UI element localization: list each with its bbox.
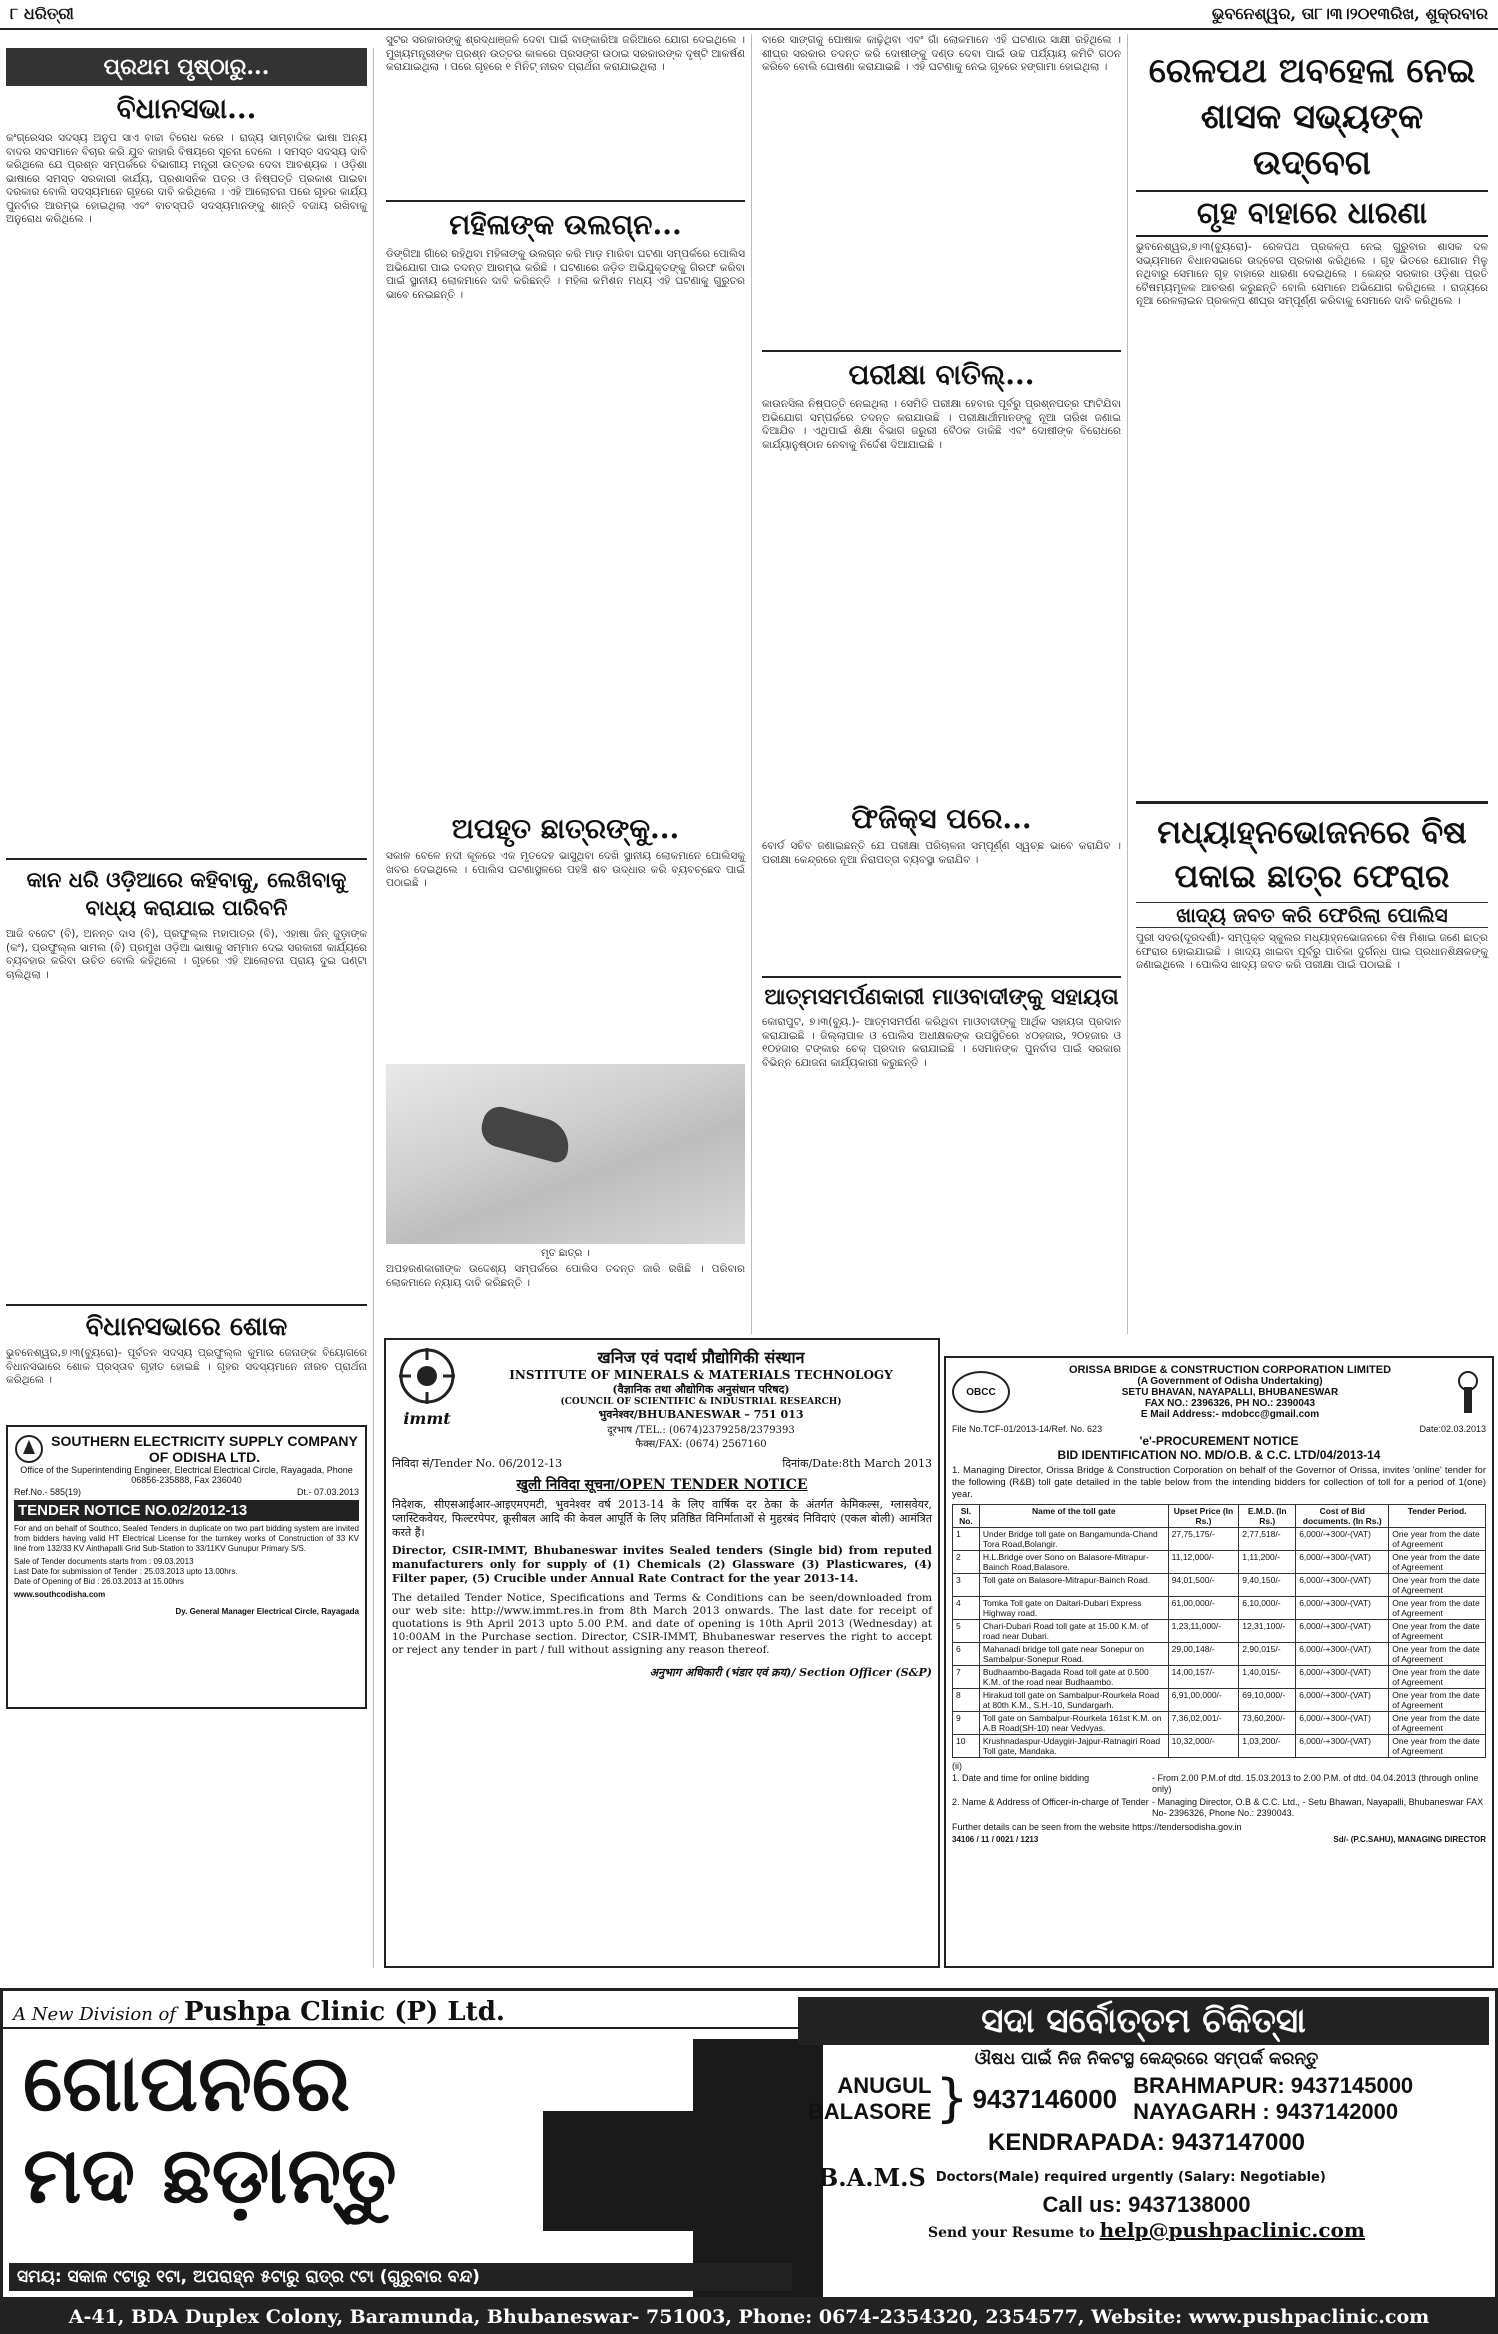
immt-title-en: INSTITUTE OF MINERALS & MATERIALS TECHNOLOGY [509,1368,893,1382]
immt-tender-date: दिनांक/Date:8th March 2013 [782,1457,932,1470]
table-cell: 6,91,00,000/- [1168,1689,1239,1712]
article-body: କାଉନସିଲ ନିଷ୍ପତ୍ତି ନେଇଥିଲା । ସେମିତି ପରୀକ୍ଷା ହେବାର ପୂର୍ବରୁ ପ୍ରଶ୍ନପତ୍ର ଫାଟିଯିବା ଅଭିଯୋଗ ସମ୍ପର୍କରେ ତଦନ୍ତ କରାଯାଉଛି । ପରୀକ୍ଷାର୍ଥୀମାନଙ୍କୁ ନୂଆ ତାରିଖ ଜଣାଇ ଦିଆଯିବ । ଏଥିପାଇଁ ଶିକ୍ଷା ବିଭାଗ ଜରୁରୀ ବୈଠକ ଡାକିଛି ଏବଂ ଦୋଷୀଙ୍କ ବିରୋଧରେ କାର୍ଯ୍ୟାନୁଷ୍ଠାନ ନେବାକୁ ନିର୍ଦ୍ଦେଶ ଦିଆଯାଇଛି । [762,398,1121,451]
bams-label: B.A.M.S [818,2163,926,2192]
clinic-tagline: ସଦା ସର୍ବୋତ୍ତମ ଚିକିତ୍ସା [798,1997,1489,2045]
dateline: ଭୁବନେଶ୍ୱର, ତା୮।୩।୨୦୧୩ରିଖ, ଶୁକ୍ରବାର [1211,4,1488,23]
obcc-item2-value: - Managing Director, O.B & C.C. Ltd., - Setu Bhawan, Nayapalli, Bhubaneswar FAX No- 2396326, Phone No.: 2390043. [1152,1797,1484,1818]
table-cell: 9,40,150/- [1239,1574,1296,1597]
headline-woman-assault: ମହିଳାଙ୍କ ଉଲଗ୍ନ... [449,208,682,241]
masthead [0,0,1498,30]
table-cell: One year from the date of Agreement [1389,1735,1486,1758]
table-cell: 6,000/-+300/-(VAT) [1296,1551,1389,1574]
division-prefix: A New Division of [13,2004,177,2025]
table-cell: One year from the date of Agreement [1389,1712,1486,1735]
table-cell: 9 [953,1712,980,1735]
news-photo [386,1064,745,1244]
table-cell: One year from the date of Agreement [1389,1528,1486,1551]
table-cell: 12,31,100/- [1239,1620,1296,1643]
table-cell: 69,10,000/- [1239,1689,1296,1712]
clinic-address: A-41, BDA Duplex Colony, Baramunda, Bhubaneswar- 751003, Phone: 0674-2354320, 2354577, Website: www.pushpaclinic.com [68,2306,1430,2328]
last-sale-label: Last Date for submission of Tender [14,1567,138,1576]
table-row [953,1528,1486,1551]
clinic-right: ସଦା ସର୍ବୋତ୍ତମ ଚିକିତ୍ସା ଔଷଧ ପାଇଁ ନିଜ ନିକଟସ୍ଥ କେନ୍ଦ୍ରରେ ସମ୍ପର୍କ କରନ୍ତୁ ANUGUL BALASORE } 9437146000 BRAHMAPUR: 9437145000 NAYAGARH : 9437142000 KENDRAPADA: 9437147000 B.A.M.S Doctors(Male) required urgently (Salary: Negotiable) Call us: 9437138000 Send your Resume to help@pushpaclinic.com [798,1991,1495,2297]
table-cell: 1,23,11,000/- [1168,1620,1239,1643]
table-cell: 73,60,200/- [1239,1712,1296,1735]
article-body: ବାରେ ସାଙ୍ଗକୁ ପୋଷାକ କାଢ଼ିଥିବା ଏବଂ ଗାଁ ଲୋକମାନେ ଏହି ଘଟଣାର ସାକ୍ଷୀ ରହିଥିଲେ । ଶୀଘ୍ର ସରକାର ତଦନ୍ତ କରି ଦୋଷୀଙ୍କୁ ଦଣ୍ଡ ଦେବା ପାଇଁ ଉଚ୍ଚ ପର୍ଯ୍ୟାୟ କମିଟି ଗଠନ କରିବେ ବୋଲି ଘୋଷଣା କରାଯାଇଛି । ଏହି ଘଟଣାକୁ ନେଇ ଗୃହରେ ହଙ୍ଗାମା ହୋଇଥିଲା । [762,34,1121,73]
article-body: ଅପହରଣକାରୀଙ୍କ ଉଦ୍ଦେଶ୍ୟ ସମ୍ପର୍କରେ ପୋଲିସ ତଦନ୍ତ ଜାରି ରଖିଛି । ପରିବାର ଲୋକମାନେ ନ୍ୟାୟ ଦାବି କରିଛନ୍ତି । [386,1263,745,1289]
city-anugul: ANUGUL [837,2073,932,2098]
southco-logo-icon [14,1434,44,1464]
table-header-cell: Tender Period. [1389,1505,1486,1528]
table-cell: One year from the date of Agreement [1389,1620,1486,1643]
table-cell: One year from the date of Agreement [1389,1551,1486,1574]
table-row [953,1689,1486,1712]
headline-exam-cancelled: ପରୀକ୍ଷା ବାତିଲ୍... [848,358,1035,391]
table-row [953,1574,1486,1597]
table-cell: One year from the date of Agreement [1389,1689,1486,1712]
southco-tender-ad: SOUTHERN ELECTRICITY SUPPLY COMPANY OF ODISHA LTD. Office of the Superintending Engineer, Electrical Electrical Circle, Rayagada, Phone 06856-235888, Fax 236040 Ref.No.- 585(19) Dt.- 07.03.2013 TENDER NOTICE NO.02/2012-13 For and on behalf of Southco, Sealed Tenders in duplicate on two part bidding system are invited from bidders having valid HT Electrical License for the turnkey works of Construction of 33 KV line from 132/33 KV Ainthapalli Grid Sub-Station to 33/11KV Gunupur Primary S/S. Sale of Tender documents starts from : 09.03.2013 Last Date for submission of Tender : 25.03.2013 upto 13.00hrs. Date of Opening of Bid : 26.03.2013 at 15.00hrs www.southcodisha.com Dy. General Manager Electrical Circle, Rayagada [6,1425,367,1709]
ad-sign: Dy. General Manager Electrical Circle, Rayagada [175,1607,359,1616]
page-number: ୮ ଧରିତ୍ରୀ [10,4,74,23]
table-cell: 2,90,015/- [1239,1643,1296,1666]
obcc-intro: 1. Managing Director, Orissa Bridge & Construction Corporation on behalf of the Governor of Orissa, invites 'online' tender for the following (R&B) toll gate detailed in the table below from the intending bidders for collection of toll for a period of 1(one) year. [952,1465,1486,1500]
phone-nayagarh[interactable]: NAYAGARH : 9437142000 [1133,2099,1399,2124]
immt-tender-no: निविदा सं/Tender No. 06/2012-13 [392,1457,563,1470]
headline-odia-language: କାନ ଧରି ଓଡ଼ିଆରେ କହିବାକୁ, ଲେଖିବାକୁ ବାଧ୍ୟ କରାଯାଇ ପାରିବନି [26,867,347,920]
obcc-further[interactable]: Further details can be seen from the website https://tendersodisha.gov.in [952,1822,1242,1832]
headline-poison-midday-meal: ମଧ୍ୟାହ୍ନଭୋଜନରେ ବିଷ ପକାଇ ଛାତ୍ର ଫେରାର [1136,801,1488,898]
table-row [953,1597,1486,1620]
table-cell: 1,40,015/- [1239,1666,1296,1689]
table-row [953,1643,1486,1666]
table-row [953,1666,1486,1689]
article-body: ସକାଳ ବେଳେ ନଦୀ କୂଳରେ ଏକ ମୃତଦେହ ଭାସୁଥିବା ଦେଖି ସ୍ଥାନୀୟ ଲୋକମାନେ ପୋଲିସକୁ ଖବର ଦେଇଥିଲେ । ପୋଲିସ ଘଟଣାସ୍ଥଳରେ ପହଞ୍ଚି ଶବ ଉଦ୍ଧାର କରି ବ୍ୟବଚ୍ଛେଦ ପାଇଁ ପଠାଇଛି । [386,850,745,889]
table-cell: 2,77,518/- [1239,1528,1296,1551]
obcc-sub: (A Government of Odisha Undertaking) [1137,1376,1323,1387]
clinic-headline-2: ମଦ ଛଡ଼ାନ୍ତୁ [23,2130,397,2221]
immt-text-en2: The detailed Tender Notice, Specifications and Terms & Conditions can be seen/downloaded from our web site: http://www.immt.res.in from 8th March 2013 onwards. The last date for receipt of quotations is 9th April 2013 upto 5.00 P.M. and date of opening is 10th April 2013 (Wednesday) at 10:00AM in the Purchase section. Director, CSIR-IMMT, Bhubaneswar reserves the right to accept or reject any tender in part / full without assigning any reason thereof. [392,1592,932,1656]
article-body: ସୁଟର ସରକାରଙ୍କୁ ଶ୍ରଦ୍ଧାଞ୍ଜଳି ଦେବା ପାଇଁ ବାଙ୍କାରିଆ ଜରିଆରେ ଯୋଗ ଦେଇଥିଲେ । ମୁଖ୍ୟମନ୍ତ୍ରୀଙ୍କ ପ୍ରଶ୍ନ ଉତ୍ତର କାଳରେ ପ୍ରସଙ୍ଗ ଉଠାଇ ସରକାରଙ୍କ ଦୃଷ୍ଟି ଆକର୍ଷଣ କରାଯାଇଥିଲା । ପରେ ଗୃହରେ ୧ ମିନିଟ୍ ନୀରବ ପ୍ରାର୍ଥନା କରାଯାଇଥିଲା । [386,34,745,73]
phone-shared[interactable]: 9437146000 [972,2083,1118,2114]
open-label: Date of Opening of Bid [14,1577,95,1586]
table-cell: H.L.Bridge over Sono on Balasore-Mitrapur-Bainch Road,Balasore. [979,1551,1168,1574]
obcc-ii: (ii) [952,1761,962,1771]
ad-office: Office of the Superintending Engineer, Electrical Electrical Circle, Rayagada, Phone 06856-235888, Fax 236040 [20,1465,353,1485]
ad-ref: Ref.No.- 585(19) [14,1487,82,1497]
divider [386,200,745,202]
table-cell: 1 [953,1528,980,1551]
call-us[interactable]: Call us: 9437138000 [1042,2192,1251,2217]
immt-subtitle-en: (COUNCIL OF SCIENTIFIC & INDUSTRIAL RESEARCH) [560,1397,842,1407]
headline-kidnapped-student: ଅପହୃତ ଛାତ୍ରଙ୍କୁ... [451,812,680,845]
article-body: ବୋର୍ଡ ସଚିବ ଜଣାଇଛନ୍ତି ଯେ ପରୀକ୍ଷା ପରିଚାଳନା ସମ୍ପୂର୍ଣ୍ଣ ସ୍ୱଚ୍ଛ ଭାବେ କରାଯିବ । ପରୀକ୍ଷା କେନ୍ଦ୍ରରେ ନୂଆ ନିରାପତ୍ତା ବ୍ୟବସ୍ଥା କରାଯିବ । [762,840,1121,866]
company-name: Pushpa Clinic (P) Ltd. [184,1997,505,2027]
table-cell: 7,36,02,001/- [1168,1712,1239,1735]
table-row [953,1735,1486,1758]
clinic-left [3,1991,798,2297]
ad-site-link[interactable]: www.southcodisha.com [14,1590,106,1599]
phone-brahmapur[interactable]: BRAHMAPUR: 9437145000 [1133,2073,1414,2098]
immt-fax: फैक्स/FAX: (0674) 2567160 [635,1439,767,1450]
obcc-bid-id: BID IDENTIFICATION NO. MD/O.B. & C.C. LTD/04/2013-14 [1057,1448,1381,1462]
table-cell: Hirakud toll gate on Sambalpur-Rourkela Road at 80th K.M., S.H.-10, Sundargarh. [979,1689,1168,1712]
article-body: ଭୁବନେଶ୍ୱର,୭।୩(ବ୍ୟୁରୋ)- ପୂର୍ବତନ ସଦସ୍ୟ ପ୍ରଫୁଲ୍ଲ କୁମାର ଜେନାଙ୍କ ବିୟୋଗରେ ବିଧାନସଭାରେ ଶୋକ ପ୍ରସ୍ତାବ ଗୃହୀତ ହୋଇଛି । ଗୃହର ସଦସ୍ୟମାନେ ନୀରବ ପ୍ରାର୍ଥନା କରିଥିଲେ । [6,1347,367,1386]
headline-physics: ଫିଜିକ୍ସ ପରେ... [851,802,1032,835]
table-cell: 5 [953,1620,980,1643]
table-row [953,1620,1486,1643]
table-header-cell: Sl. No. [953,1505,980,1528]
table-cell: 6,000/-+300/-(VAT) [1296,1597,1389,1620]
article-body: ଭୁବନେଶ୍ୱର,୭।୩(ବ୍ୟୁରୋ)- ରେଳପଥ ପ୍ରକଳ୍ପ ନେଇ ଗୁରୁବାର ଶାସକ ଦଳ ସଭ୍ୟମାନେ ବିଧାନସଭାରେ ଉଦ୍‌ବେଗ ପ୍ରକାଶ କରିଥିଲେ । ଗୃହ ଭିତରେ ଯୋଗାନ ମିଳୁ ନଥିବାରୁ ସେମାନେ ଗୃହ ବାହାରେ ଧାରଣା ଦେଇଥିଲେ । କେନ୍ଦ୍ର ସରକାର ଓଡ଼ିଶା ପ୍ରତି ବୈଷମ୍ୟମୂଳକ ଆଚରଣ କରୁଛନ୍ତି ବୋଲି ସେମାନେ ଅଭିଯୋଗ କରିଥିଲେ । ରାଜ୍ୟରେ ନୂଆ ରେଳଲାଇନ ପ୍ରକଳ୍ପ ଶୀଘ୍ର ସମ୍ପୂର୍ଣ୍ଣ କରିବାକୁ ସେମାନେ ଦାବି କରିଥିଲେ । [1136,241,1488,307]
obcc-item1-value: - From 2.00 P.M.of dtd. 15.03.2013 to 2.00 P.M. of dtd. 04.04.2013 (through online only) [1152,1773,1479,1794]
table-cell: 14,00,157/- [1168,1666,1239,1689]
open-date: 26.03.2013 at 15.00hrs [101,1577,184,1586]
divider [6,1304,367,1306]
table-cell: 1,03,200/- [1239,1735,1296,1758]
subheadline-dharna: ଗୃହ ବାହାରେ ଧାରଣା [1136,190,1488,237]
toll-gate-table [952,1504,1486,1758]
table-row [953,1712,1486,1735]
column-3 [756,34,1128,1334]
table-cell: 6,000/-+300/-(VAT) [1296,1712,1389,1735]
obcc-notice-title: 'e'-PROCUREMENT NOTICE [1139,1434,1299,1448]
column-4 [1132,48,1492,1348]
ad-text: For and on behalf of Southco, Sealed Tenders in duplicate on two part bidding system are invited from bidders having valid HT Electrical License for the turnkey works of Construction of 33 KV line from 132/33 KV Ainthapalli Grid Sub-Station to 33/11KV Gunupur Primary S/S. [14,1524,359,1553]
obcc-sign: Sd/- (P.C.SAHU), MANAGING DIRECTOR [1333,1835,1486,1844]
table-cell: 3 [953,1574,980,1597]
immt-heading: खुली निविदा सूचना/OPEN TENDER NOTICE [516,1477,808,1493]
table-cell: 6,000/-+300/-(VAT) [1296,1620,1389,1643]
table-cell: 10 [953,1735,980,1758]
last-sale-date: 25.03.2013 upto 13.00hrs. [144,1567,238,1576]
table-cell: 8 [953,1689,980,1712]
ad-org: SOUTHERN ELECTRICITY SUPPLY COMPANY OF ODISHA LTD. [51,1433,358,1465]
table-row [953,1551,1486,1574]
obcc-date: Date:02.03.2013 [1419,1424,1486,1434]
clinic-address-strip [0,2300,1498,2334]
column-2 [380,34,752,1334]
article-body: କଂଗ୍ରେସର ସଦସ୍ୟ ଅନୁପ ସାଏ ବାଚ୍ଚା ବିରୋଧ କରେ । ରାଜ୍ୟ ସାମ୍ବାଦିକ ଭାଷା ଅନ୍ୟ ବାଦର ସବସମାନେ ବିଚାର କରି ଯୁବ କାହାରି ବିଷୟରେ ସୂଚନା ଦେଲେ । ସମସ୍ତ ସଦସ୍ୟ ଦାବି କରିଥିଲେ ଯେ ପ୍ରଶ୍ନ ସମ୍ପର୍କରେ ବିଭାଗୀୟ ମନ୍ତ୍ରୀ ଉତ୍ତର ଦେବା ଆବଶ୍ୟକ । ଓଡ଼ିଶା ଭାଷାରେ ସମସ୍ତ ସରକାରୀ କାର୍ଯ୍ୟ, ପ୍ରଶାସନିକ ପତ୍ର ଓ ନିଷ୍ପତ୍ତି ପ୍ରକାଶ ପାଇବା ଦରକାର ବୋଲି ସଦସ୍ୟମାନେ ଗୃହରେ ଦାବି କରିଥିଲେ । ଏହି ଆଲୋଚନା ପରେ ଗୃହର କାର୍ଯ୍ୟ ପୁନର୍ବାର ଆରମ୍ଭ ହୋଇଥିଲା ଏବଂ ବାଚସ୍ପତି ସଦସ୍ୟମାନଙ୍କୁ ଶାନ୍ତି ବଜାୟ ରଖିବାକୁ ଅନୁରୋଧ କରିଥିଲେ । [6,132,367,225]
table-cell: Chari-Dubari Road toll gate at 15.00 K.M. of road near Dubari. [979,1620,1168,1643]
table-cell: 6,000/-+300/-(VAT) [1296,1528,1389,1551]
immt-title-hi: खनिज एवं पदार्थ प्रौद्योगिकी संस्थान [597,1348,805,1367]
immt-tender-ad [384,1338,940,1968]
table-cell: 2 [953,1551,980,1574]
sale-date: 09.03.2013 [153,1557,194,1566]
table-cell: Budhaambo-Bagada Road toll gate at 0.500 K.M. of the road near Budhaambo. [979,1666,1168,1689]
table-cell: One year from the date of Agreement [1389,1666,1486,1689]
headline-railway-neglect: ରେଳପଥ ଅବହେଳା ନେଇ ଶାସକ ସଭ୍ୟଙ୍କ ଉଦ୍‌ବେଗ [1148,51,1476,183]
table-cell: 29,00,148/- [1168,1643,1239,1666]
table-header-cell: E.M.D. (In Rs.) [1239,1505,1296,1528]
photo-subject [477,1103,574,1165]
table-cell: 4 [953,1597,980,1620]
table-header-cell: Cost of Bid documents. (In Rs.) [1296,1505,1389,1528]
column-1 [6,48,374,1968]
divider [762,350,1121,352]
obcc-logo-text: OBCC [966,1386,996,1398]
table-cell: 61,00,000/- [1168,1597,1239,1620]
table-cell: 6,000/-+300/-(VAT) [1296,1689,1389,1712]
table-cell: Toll gate on Sambalpur-Rourkela 161st K.M. on A.B Road(SH-10) near Vedvyas. [979,1712,1168,1735]
headline-maoist-aid: ଆତ୍ମସମର୍ପଣକାରୀ ମାଓବାଦୀଙ୍କୁ ସହାୟତା [764,984,1119,1010]
table-cell: 6,000/-+300/-(VAT) [1296,1574,1389,1597]
obcc-code: 34106 / 11 / 0021 / 1213 [952,1835,1039,1844]
obcc-email: E Mail Address:- mdobcc@gmail.com [1140,1409,1320,1420]
resume-prefix: Send your Resume to [927,2225,1095,2241]
table-cell: Toll gate on Balasore-Mitrapur-Bainch Road. [979,1574,1168,1597]
immt-text-hi: निदेशक, सीएसआईआर-आइएमएमटी, भुवनेश्वर वर्ष 2013-14 के लिए वार्षिक दर ठेका के अंतर्गत केमिकल्स, ग्लासवेयर, प्लास्टिकवेयर, फिल्टरपेपर, क्रूसीबल आदि की केवल आपूर्ति के लिए प्रतिष्ठित विनिर्माताओं से मुहरबंद निविदाएं (एकल बोली) आमंत्रित करते हैं। [392,1498,932,1539]
sale-label: Sale of Tender documents starts from [14,1557,147,1566]
table-cell: 6,000/-+300/-(VAT) [1296,1666,1389,1689]
ad-notice-title: TENDER NOTICE NO.02/2012-13 [14,1500,359,1521]
immt-subtitle-hi: (वैज्ञानिक तथा औद्योगिक अनुसंधान परिषद) [612,1383,790,1396]
photo-caption: ମୃତ ଛାତ୍ର । [541,1248,590,1259]
bams-text: Doctors(Male) required urgently (Salary: Negotiable) [935,2170,1326,2185]
headline-assembly: ବିଧାନସଭା... [116,92,257,125]
article-body: କୋରାପୁଟ, ୭।୩(ବ୍ୟୁ.)- ଆତ୍ମସମର୍ପଣ କରିଥିବା ମାଓବାଦୀଙ୍କୁ ଆର୍ଥିକ ସହାୟତା ପ୍ରଦାନ କରାଯାଇଛି । ଜିଲ୍ଲାପାଳ ଓ ପୋଲିସ ଅଧୀକ୍ଷକଙ୍କ ଉପସ୍ଥିତିରେ ୪୦ହଜାର, ୨୦ହଜାର ଓ ୧୦ହଜାର ଟଙ୍କାର ଚେକ୍ ପ୍ରଦାନ କରାଯାଇଛି । ସେମାନଙ୍କ ପୁନର୍ବାସ ପାଇଁ ସରକାର ବିଭିନ୍ନ ଯୋଜନା କାର୍ଯ୍ୟକାରୀ କରୁଛନ୍ତି । [762,1016,1121,1069]
article-body: ପୁରୀ ସଦର(ଦୂରଦର୍ଶୀ)- ସମ୍ପୃକ୍ତ ସ୍କୁଲର ମଧ୍ୟାହ୍ନଭୋଜନରେ ବିଷ ମିଶାଇ ଜଣେ ଛାତ୍ର ଫେରାର ହୋଇଯାଇଛି । ଖାଦ୍ୟ ଖାଇବା ପୂର୍ବରୁ ପାଚିକା ଦୁର୍ଗନ୍ଧ ପାଇ ପ୍ରଧାନଶିକ୍ଷକଙ୍କୁ ଜଣାଇଥିଲେ । ପୋଲିସ ଖାଦ୍ୟ ଜବତ କରି ପରୀକ୍ଷା ପାଇଁ ପଠାଇଛି । [1136,932,1488,971]
immt-city: भुवनेश्वर/BHUBANESWAR – 751 013 [598,1408,804,1421]
city-balasore: BALASORE [808,2099,932,2124]
table-cell: 1,11,200/- [1239,1551,1296,1574]
immt-phone: दूरभाष /TEL.: (0674)2379258/2379393 [607,1425,795,1436]
table-cell: 6,10,000/- [1239,1597,1296,1620]
table-header-cell: Upset Price (In Rs.) [1168,1505,1239,1528]
table-cell: Under Bridge toll gate on Bangamunda-Chand Tora Road,Bolangir. [979,1528,1168,1551]
article-body: ଡିଙ୍ଗିଆ ଗାଁରେ ରହିଥିବା ମହିଳାଙ୍କୁ ଉଲଗ୍ନ କରି ମାଡ଼ ମାରିବା ଘଟଣା ସମ୍ପର୍କରେ ପୋଲିସ ଅଭିଯୋଗ ପାଇ ତଦନ୍ତ ଆରମ୍ଭ କରିଛି । ଘଟଣାରେ ଜଡ଼ିତ ଅଭିଯୁକ୍ତଙ୍କୁ ଗିରଫ କରିବା ପାଇଁ ସ୍ଥାନୀୟ ଲୋକମାନେ ଦାବି କରିଛନ୍ତି । ମହିଳା କମିଶନ ମଧ୍ୟ ଏହି ଘଟଣାକୁ ଗୁରୁତର ଭାବେ ନେଇଛନ୍ତି । [386,248,745,301]
table-cell: 6,000/-+300/-(VAT) [1296,1643,1389,1666]
obcc-item2-label: 2. Name & Address of Officer-in-charge of Tender [952,1797,1149,1807]
immt-logo-text: immt [403,1409,451,1428]
clinic-ad [0,1988,1498,2300]
table-cell: One year from the date of Agreement [1389,1597,1486,1620]
table-cell: Tomka Toll gate on Daitari-Dubari Express Highway road. [979,1597,1168,1620]
table-cell: 10,32,000/- [1168,1735,1239,1758]
table-cell: 11,12,000/- [1168,1551,1239,1574]
table-cell: 6,000/-+300/-(VAT) [1296,1735,1389,1758]
clinic-headline-1: ଗୋପନରେ [23,2038,351,2129]
table-cell: Mahanadi bridge toll gate near Sonepur on Sambalpur-Sonepur Road. [979,1643,1168,1666]
subheadline-food-seized: ଖାଦ୍ୟ ଜବତ କରି ଫେରିଲା ପୋଲିସ [1136,902,1488,928]
obcc-addr: SETU BHAVAN, NAYAPALLI, BHUBANESWAR [1121,1387,1339,1398]
obcc-file-no: File No.TCF-01/2013-14/Ref. No. 623 [952,1424,1103,1434]
immt-text-en: Director, CSIR-IMMT, Bhubaneswar invites Sealed tenders (Single bid) from reputed manufacturers only for supply of (1) Chemicals (2) Glassware (3) Plasticwares, (4) Filter paper, (5) Crucible under Annual Rate Contract for the year 2013-14. [392,1544,932,1585]
table-cell: One year from the date of Agreement [1389,1643,1486,1666]
table-cell: One year from the date of Agreement [1389,1574,1486,1597]
obcc-logo [952,1371,1010,1413]
table-header-cell: Name of the toll gate [979,1505,1168,1528]
clinic-hours: ସମୟ: ସକାଳ ୯ଟାରୁ ୧ଟା, ଅପରାହ୍ନ ୫ଟାରୁ ରାତ୍ର ୯ଟା (ଗୁରୁବାର ବନ୍ଦ) [9,2263,792,2291]
section-header: ପ୍ରଥମ ପୃଷ୍ଠାରୁ... [6,48,367,86]
obcc-org: ORISSA BRIDGE & CONSTRUCTION CORPORATION LIMITED [1068,1364,1392,1376]
immt-logo-icon [397,1346,457,1406]
divider [762,976,1121,978]
table-cell: 6 [953,1643,980,1666]
obcc-fax: FAX NO.: 2396326, PH NO.: 2390043 [1144,1398,1316,1409]
divider [6,858,367,860]
ad-date: Dt.- 07.03.2013 [296,1487,359,1497]
article-body: ଆଜି ବଜେଟ (ବି), ଅନନ୍ତ ଦାସ (ବି), ପ୍ରଫୁଲ୍ଲ ମହାପାତ୍ର (ବି), ଏହାଷା ଜିନ୍ ଜୁଡ଼ାଙ୍କ (କଂ), ପ୍ରଫୁଲ୍ଲ ସାମଲ (ବି) ପ୍ରମୁଖ ଓଡ଼ିଆ ଭାଷାକୁ ସମ୍ମାନ ଦେଇ ସରକାରୀ କାର୍ଯ୍ୟରେ ବ୍ୟବହାର କରିବା ଉଚିତ ବୋଲି କହିଥିଲେ । ଗୃହରେ ଏହି ଆଲୋଚନା ପ୍ରାୟ ଦୁଇ ଘଣ୍ଟା ଚାଲିଥିଲା । [6,928,367,981]
table-cell: 7 [953,1666,980,1689]
clinic-subtagline: ଔଷଧ ପାଇଁ ନିଜ ନିକଟସ୍ଥ କେନ୍ଦ୍ରରେ ସମ୍ପର୍କ କରନ୍ତୁ [974,2049,1319,2069]
table-cell: 94,01,500/- [1168,1574,1239,1597]
emblem-icon [1450,1367,1486,1417]
table-cell: Krushnadaspur-Udaygiri-Jajpur-Ratnagiri Road Toll gate, Mandaka. [979,1735,1168,1758]
headline-condolence: ବିଧାନସଭାରେ ଶୋକ [85,1312,288,1342]
obcc-procurement-ad [944,1356,1494,1968]
immt-sign: अनुभाग अधिकारी (भंडार एवं क्रय)/ Section Officer (S&P) [649,1666,932,1679]
phone-kendrapada[interactable]: KENDRAPADA: 9437147000 [987,2129,1306,2156]
obcc-item1-label: 1. Date and time for online bidding [952,1773,1090,1783]
table-cell: 27,75,175/- [1168,1528,1239,1551]
resume-email[interactable]: help@pushpaclinic.com [1099,2218,1366,2242]
